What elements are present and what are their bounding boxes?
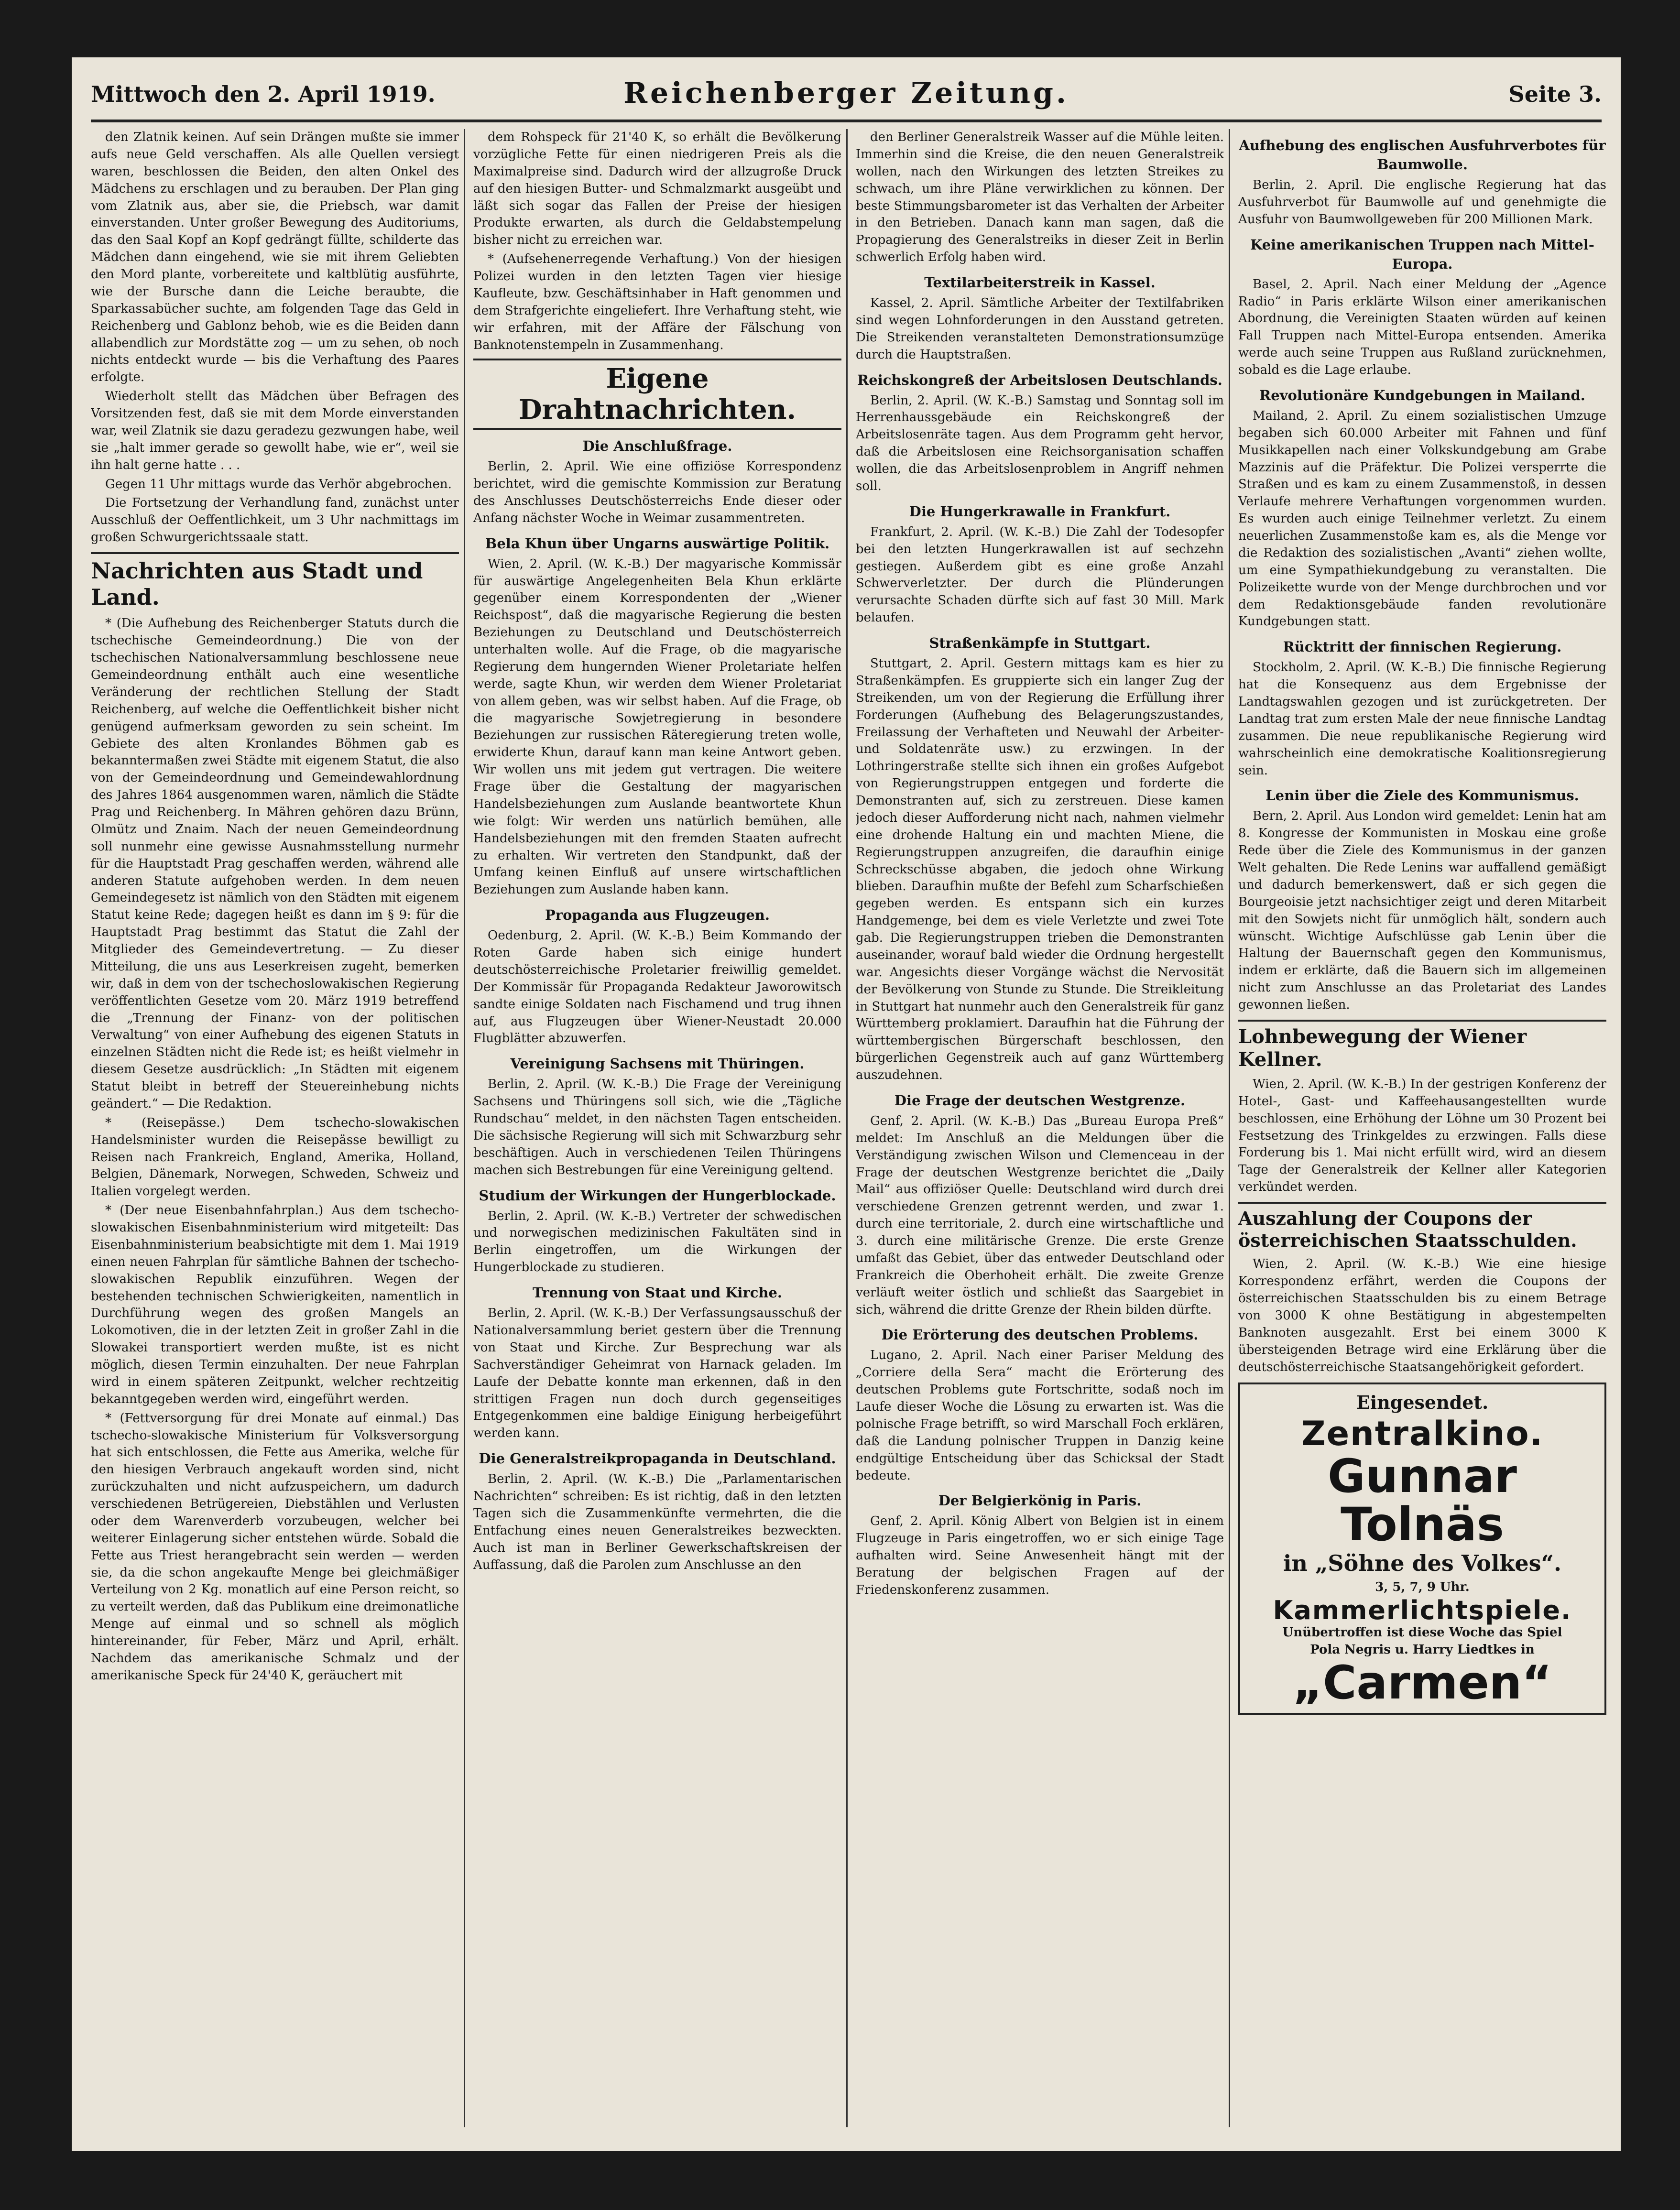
article-paragraph: den Zlatnik keinen. Auf sein Drängen mußte sie immer aufs neue Geld verschaffen. Als alle Quellen versiegt waren, beschlossen die Beiden, den alten Onkel des Mädchens zu erschlagen und zu berauben. Der Plan ging vom Zlatnik aus, aber sie, die Priebsch, war damit einverstanden. Unter großer Bewegung des Auditoriums, das den Saal Kopf an Kopf gedrängt füllte, schilderte das Mädchen dann eingehend, wie sie mit ihrem Geliebten den Mord plante, vorbereitete und kaltblütig ausführte, wie der Bursche dann die Leiche beraubte, die Sparkassabücher suchte, am folgenden Tage das Geld in Reichenberg und Gablonz behob, wie es die Beiden dann allabendlich zur Mordstätte zog — um zu sehen, ob noch nichts entdeckt wurde — bis die Verhaftung des Paares erfolgte. bbox=[91, 130, 459, 385]
article-paragraph: Wien, 2. April. (W. K.-B.) Wie eine hiesige Korrespondenz erfährt, werden die Coupons der österreichischen Staatsschulden bis zu einem Betrage von 3000 K ohne Bestätigung in abgestempelten Banknoten ausgezahlt. Erst bei einem 3000 K übersteigenden Betrage wird eine Erklärung über die deutschösterreichische Staatsangehörigkeit gefordert. bbox=[1238, 1257, 1606, 1374]
article-heading: Straßenkämpfe in Stuttgart. bbox=[929, 635, 1151, 652]
column-4 bbox=[1238, 129, 1606, 2127]
article-paragraph: Die Fortsetzung der Verhandlung fand, zunächst unter Ausschluß der Oeffentlichkeit, um 3 Uhr nachmittags im großen Schwurgerichtssaale statt. bbox=[91, 496, 459, 545]
article-heading: Propaganda aus Flugzeugen. bbox=[545, 907, 770, 924]
article-paragraph: * (Aufsehenerregende Verhaftung.) Von der hiesigen Polizei wurden in den letzten Tagen vier hiesige Kaufleute, bzw. Geschäftsinhaber in Haft genommen und dem Strafgerichte eingeliefert. Ihre Verhaftung steht, wie wir erfahren, mit der Affäre der Fälschung von Banknotenstempeln in Zusammenhang. bbox=[473, 252, 841, 352]
article-paragraph: * (Fettversorgung für drei Monate auf einmal.) Das tschecho-slowakische Ministerium für Volksversorgung hat sich entschlossen, die Fette aus Amerika, welche für den hiesigen Verbrauch angekauft worden sind, nicht zurückzuhalten und nicht aufzuspeichern, um dadurch verschiedenen Betrügereien, Diebstählen und Verlusten oder dem Warenverderb vorzubeugen, welcher bei weiterer Einlagerung sicher entstehen würde. Sobald die Fette aus Triest herangebracht sein werden — werden sie, da die schon angekaufte Menge bei gleichmäßiger Verteilung von 2 Kg. monatlich auf eine Person reicht, so zu verteilt werden, daß das Publikum eine dreimonatliche Menge auf einmal und so schnell als möglich hintereinander, für Feber, März und April, erhält. Nachdem das amerikanische Schmalz und der amerikanische Speck für 24'40 K, geräuchert mit bbox=[91, 1411, 459, 1683]
article-paragraph: Basel, 2. April. Nach einer Meldung der „Agence Radio“ in Paris erklärte Wilson einer amerikanischen Abordnung, die Vereinigten Staaten würden auf keinen Fall Truppen nach Mittel-Europa entsenden. Amerika werde auch seine Truppen aus Rußland zurücknehmen, sobald es die Lage erlaube. bbox=[1238, 277, 1606, 378]
article-heading: Der Belgierkönig in Paris. bbox=[938, 1492, 1142, 1509]
article-heading: Revolutionäre Kundgebungen in Mailand. bbox=[1259, 387, 1585, 403]
article-paragraph: Berlin, 2. April. Wie eine offiziöse Korrespondenz berichtet, wird die gemischte Kommission zur Beratung des Anschlusses Deutschösterreichs Ende dieser oder Anfang nächster Woche in Weimar zusammentreten. bbox=[473, 459, 841, 525]
ad-label: Eingesendet. bbox=[1356, 1392, 1489, 1414]
column-3 bbox=[856, 129, 1224, 2127]
article-heading: Keine amerikanischen Truppen nach Mittel-Europa. bbox=[1250, 236, 1594, 272]
ad-actor-name: Gunnar Tolnäs bbox=[1328, 1449, 1517, 1551]
page-number: Seite 3. bbox=[1508, 81, 1602, 107]
column-1 bbox=[91, 129, 459, 2127]
article-paragraph: Kassel, 2. April. Sämtliche Arbeiter der Textilfabriken sind wegen Lohnforderungen in den Ausstand getreten. Die Streikenden veranstalteten Demonstrationsumzüge durch die Hauptstraßen. bbox=[856, 296, 1224, 362]
article-paragraph: Stockholm, 2. April. (W. K.-B.) Die finnische Regierung hat die Konsequenz aus dem Ergebnisse der Landtagswahlen gezogen und ist zurückgetreten. Der Landtag trat zum ersten Male der neue finnische Landtag zusammen. Die neue republikanische Regierung wird wahrscheinlich eine demokratische Koalitionsregierung sein. bbox=[1238, 660, 1606, 778]
article-paragraph: Genf, 2. April. König Albert von Belgien ist in einem Flugzeuge in Paris eingetroffen, wo er sich einige Tage aufhalten wird. Seine Anwesenheit hängt mit der Beratung der belgischen Fragen auf der Friedenskonferenz zusammen. bbox=[856, 1514, 1224, 1597]
article-paragraph: Lugano, 2. April. Nach einer Pariser Meldung des „Corriere della Sera“ macht die Erörterung des deutschen Problems gute Fortschritte, sodaß noch im Laufe dieser Woche die Lösung zu erwarten ist. Was die polnische Frage betrifft, so wird Marschall Foch erklären, daß die Landung polnischer Truppen in Danzig keine endgültige Entscheidung über das Schicksal der Stadt bedeute. bbox=[856, 1348, 1224, 1483]
article-paragraph: Wien, 2. April. (W. K.-B.) In der gestrigen Konferenz der Hotel-, Gast- und Kaffeehausangestellten wurde beschlossen, eine Erhöhung der Löhne um 30 Prozent bei Festsetzung des Trinkgeldes zu erzwingen. Falls diese Forderung bis 1. Mai nicht erfüllt wird, wird an diesem Tage der Generalstreik der Kellner aller Kategorien verkündet werden. bbox=[1238, 1077, 1606, 1195]
article-paragraph: Gegen 11 Uhr mittags wurde das Verhör abgebrochen. bbox=[105, 477, 452, 491]
ad-text: Unübertroffen ist diese Woche das Spiel bbox=[1282, 1625, 1562, 1640]
article-paragraph: Wiederholt stellt das Mädchen über Befragen des Vorsitzenden fest, daß sie mit dem Morde einverstanden war, weil Zlatnik sie dazu geradezu gezwungen habe, weil sie „halt immer gerade so gewollt habe, wie er“, weil sie ihn halt gerne hatte . . . bbox=[91, 389, 459, 472]
article-heading: Die Frage der deutschen Westgrenze. bbox=[894, 1092, 1186, 1109]
ad-text: Pola Negris u. Harry Liedtkes in bbox=[1310, 1643, 1535, 1657]
article-heading: Die Anschlußfrage. bbox=[582, 438, 732, 455]
section-heading: Eigene Drahtnachrichten. bbox=[473, 359, 841, 430]
article-heading: Aufhebung des englischen Ausfuhrverbotes für Baumwolle. bbox=[1239, 137, 1606, 173]
article-heading: Rücktritt der finnischen Regierung. bbox=[1283, 639, 1562, 655]
article-paragraph: den Berliner Generalstreik Wasser auf die Mühle leiten. Immerhin sind die Kreise, die den neuen Generalstreik wollen, nach den Wirkungen des letzten Streikes zu schwach, um ihre Pläne verwirklichen zu können. Der beste Stimmungsbarometer ist das Verhalten der Arbeiter in den Betrieben. Danach kann man sagen, daß die Propagierung des Generalstreiks in dieser Zeit in Berlin schwerlich Erfolg haben wird. bbox=[856, 130, 1224, 265]
article-paragraph: Berlin, 2. April. (W. K.-B.) Samstag und Sonntag soll im Herrenhaussgebäude ein Reichskongreß der Arbeitslosenräte tagen. Aus dem Programm geht hervor, daß die Arbeitslosen eine Reichsorganisation schaffen wollen, die das Arbeitslosenproblem in Angriff nehmen soll. bbox=[856, 393, 1224, 493]
section-heading: Nachrichten aus Stadt und Land. bbox=[91, 552, 459, 610]
article-paragraph: * (Die Aufhebung des Reichenberger Statuts durch die tschechische Gemeindeordnung.) Die von der tschechischen Nationalversammlung beschlossene neue Gemeindeordnung enthält auch eine wesentliche Veränderung der rechtlichen Stellung der Stadt Reichenberg, auf welche die Oeffentlichkeit bisher nicht genügend aufmerksam geworden zu sein scheint. Im Gebiete des alten Kronlandes Böhmen gab es bekanntermaßen zwei Städte mit eigenem Statut, die also von der Gemeindeordnung und Gemeindewahlordnung des Jahres 1864 ausgenommen waren, nämlich die Städte Prag und Reichenberg. In Mähren gehören dazu Brünn, Olmütz und Znaim. Nach der neuen Gemeindeordnung soll nunmehr eine gewisse Ausnahmsstellung nurmehr für die Hauptstadt Prag geschaffen werden, während alle anderen Statute aufgehoben werden. In dem neuen Gemeindegesetz ist nämlich von den Städten mit eigenem Statut keine Rede; dagegen heißt es dann im § 9: für die Hauptstadt Prag bestimmt das Statut die Zahl der Mitglieder des Gemeindevertretung. — Zu dieser Mitteilung, die uns aus Leserkreisen zugeht, bemerken wir, daß in dem von der tschechoslowakischen Regierung veröffentlichten Gesetze vom 20. März 1919 betreffend die „Trennung der Finanz- von der politischen Verwaltung“ von einer Aufhebung des eigenen Statuts in einzelnen Städten nicht die Rede ist; es heißt vielmehr in diesem Gesetze ausdrücklich: „In Städten mit eigenem Statut bleibt in betreff der Steuereinhebung nichts geändert.“ — Die Redaktion. bbox=[91, 616, 459, 1111]
cinema-advertisement bbox=[1238, 1383, 1606, 1714]
article-paragraph: Stuttgart, 2. April. Gestern mittags kam es hier zu Straßenkämpfen. Es gruppierte sich ein langer Zug der Streikenden, um von der Regierung die Erfüllung ihrer Forderungen (Aufhebung des Belagerungszustandes, Freilassung der Verhafteten und Neuwahl der Arbeiter- und Soldatenräte usw.) zu erzwingen. In der Lothringerstraße stellte sich ihnen ein großes Aufgebot von Regierungstruppen entgegen und forderte die Demonstranten auf, sich zu zerstreuen. Diese kamen jedoch dieser Aufforderung nicht nach, nahmen vielmehr eine drohende Haltung ein und machten Miene, die Regierungstruppen anzugreifen, die daraufhin einige Schreckschüsse abgaben, die jedoch ohne Wirkung blieben. Daraufhin mußte der Befehl zum Scharfschießen gegeben werden. Es entspann sich ein kurzes Handgemenge, bei dem es viele Verletzte und zwei Tote gab. Die Regierungstruppen trieben die Demonstranten auseinander, worauf bald wieder die Ordnung hergestellt war. Angesichts dieser Vorgänge wächst die Nervosität der Bevölkerung von Stunde zu Stunde. Die Streikleitung in Stuttgart hat nunmehr auch den Generalstreik für ganz Württemberg proklamiert. Daraufhin hat die Führung der württembergischen Bürgerschaft beschlossen, den bürgerlichen Gegenstreik auch auf ganz Württemberg auszudehnen. bbox=[856, 656, 1224, 1083]
article-paragraph: Oedenburg, 2. April. (W. K.-B.) Beim Kommando der Roten Garde haben sich einige hundert deutschösterreichische Proletarier freiwillig gemeldet. Der Kommissär für Propaganda Redakteur Jaworowitsch sandte einige Soldaten nach Fischamend und trug ihnen auf, aus Flugzeugen über Wiener-Neustadt 20.000 Flugblätter abzuwerfen. bbox=[473, 928, 841, 1046]
newspaper-title: Reichenberger Zeitung. bbox=[623, 76, 1069, 110]
column-divider bbox=[846, 129, 848, 2127]
article-heading: Reichskongreß der Arbeitslosen Deutschlands. bbox=[857, 371, 1222, 388]
section-heading: Lohnbewegung der Wiener Kellner. bbox=[1238, 1020, 1606, 1071]
article-heading: Lenin über die Ziele des Kommunismus. bbox=[1265, 787, 1579, 804]
ad-cinema-name: Kammerlichtspiele. bbox=[1273, 1595, 1572, 1625]
article-paragraph: dem Rohspeck für 21'40 K, so erhält die Bevölkerung vorzügliche Fette für einen niedrigeren Preis als die Maximalpreise sind. Dadurch wird der allzugroße Druck auf den hiesigen Butter- und Schmalzmarkt ausgeübt und läßt sich sogar das Fallen der Preise der hiesigen Produkte erwarten, als durch die Geldabstempelung bisher nicht zu erreichen war. bbox=[473, 130, 841, 248]
article-paragraph: Berlin, 2. April. (W. K.-B.) Der Verfassungsausschuß der Nationalversammlung beriet gestern über die Trennung von Staat und Kirche. Zur Besprechung war als Sachverständiger Geheimrat von Harnack geladen. Im Laufe der Debatte konnte man erkennen, daß in den strittigen Fragen nun doch durch gegenseitiges Entgegenkommen eine baldige Einigung herbeigeführt werden kann. bbox=[473, 1306, 841, 1441]
article-heading: Trennung von Staat und Kirche. bbox=[532, 1285, 783, 1301]
article-paragraph: * (Reisepässe.) Dem tschecho-slowakischen Handelsminister wurden die Reisepässe bewilligt zu Reisen nach Frankreich, England, Amerika, Holland, Belgien, Dänemark, Norwegen, Schweden, Schweiz und Italien vorgelegt werden. bbox=[91, 1115, 459, 1199]
column-2 bbox=[473, 129, 841, 2127]
article-paragraph: Berlin, 2. April. Die englische Regierung hat das Ausfuhrverbot für Baumwolle auf und genehmigte die Ausfuhr von Baumwollgeweben für 200 Millionen Mark. bbox=[1238, 178, 1606, 227]
ad-film-title: in „Söhne des Volkes“. bbox=[1283, 1550, 1561, 1577]
article-heading: Die Generalstreikpropaganda in Deutschland. bbox=[479, 1450, 836, 1467]
article-paragraph: Berlin, 2. April. (W. K.-B.) Vertreter der schwedischen und norwegischen medizinischen Fakultäten sind in Berlin eingetroffen, um die Wirkungen der Hungerblockade zu studieren. bbox=[473, 1208, 841, 1275]
page-header bbox=[91, 76, 1602, 122]
header-date: Mittwoch den 2. April 1919. bbox=[91, 81, 436, 107]
section-heading: Auszahlung der Coupons der österreichischen Staatsschulden. bbox=[1238, 1202, 1606, 1251]
article-paragraph: Wien, 2. April. (W. K.-B.) Der magyarische Kommissär für auswärtige Angelegenheiten Bela Khun erklärte gegenüber einem Korrespondenten der „Wiener Reichspost“, daß die magyarische Regierung die besten Beziehungen zu Deutschland und Deutschösterreich unterhalten wolle. Auf die Frage, ob die magyarische Regierung dem hungernden Wiener Proletariate helfen werde, sagte Khun, wir werden dem Wiener Proletariat von allem geben, was wir selbst haben. Auf die Frage, ob die magyarische Sowjetregierung in besondere Beziehungen zur russischen Räteregierung treten wolle, erwiderte Khun, darauf kann man keine Antwort geben. Wir wollen uns mit jedem gut vertragen. Die weitere Frage über die Gestaltung der magyarischen Handelsbeziehungen zum Auslande beantwortete Khun wie folgt: Wir werden uns natürlich bemühen, alle Handelsbeziehungen mit den fremden Staaten aufrecht zu erhalten. Wir vertreten den Standpunkt, daß der Umfang keinen Einfluß auf unsere wirtschaftlichen Beziehungen zum Auslande haben kann. bbox=[473, 556, 841, 897]
article-heading: Bela Khun über Ungarns auswärtige Politik. bbox=[485, 535, 830, 552]
article-heading: Vereinigung Sachsens mit Thüringen. bbox=[510, 1056, 805, 1072]
article-paragraph: Mailand, 2. April. Zu einem sozialistischen Umzuge begaben sich 60.000 Arbeiter mit Fahnen und fünf Musikkapellen nach einer Volkskundgebung am Grabe Mazzinis auf die Präfektur. Die Polizei versperrte die Straßen und es kam zu einem Zusammenstoß, in dessen Verlaufe mehrere Verhaftungen vorgenommen wurden. Es wurden auch einige Teilnehmer verletzt. Zu einem neuerlichen Zusammenstoße kam es, als die Menge vor die Redaktion des sozialistischen „Avanti“ ziehen wollte, um eine Sympathiekundgebung zu veranstalten. Die Polizeikette wurde von der Menge durchbrochen und vor dem Redaktionsgebäude fanden revolutionäre Kundgebungen statt. bbox=[1238, 408, 1606, 629]
ad-showtimes: 3, 5, 7, 9 Uhr. bbox=[1375, 1579, 1470, 1594]
article-paragraph: Berlin, 2. April. (W. K.-B.) Die Frage der Vereinigung Sachsens und Thüringens soll sich, wie die „Tägliche Rundschau“ meldet, in den nächsten Tagen entscheiden. Die sächsische Regierung will sich mit Schwarzburg sehr beschäftigen. Auch in verschiedenen Teilen Thüringens machen sich Bestrebungen für eine Vereinigung geltend. bbox=[473, 1077, 841, 1177]
article-paragraph: Genf, 2. April. (W. K.-B.) Das „Bureau Europa Preß“ meldet: Im Anschluß an die Meldungen über die Verständigung zwischen Wilson und Clemenceau in der Frage der deutschen Westgrenze berichtet die „Daily Mail“ aus offiziöser Quelle: Deutschland wird durch drei verschiedene Grenzen getrennt werden, und zwar 1. durch eine territoriale, 2. durch eine wirtschaftliche und 3. durch eine militärische Grenze. Die erste Grenze umfaßt das Gebiet, über das entweder Deutschland oder Frankreich die Oberhoheit erhält. Die zweite Grenze verläuft weiter östlich und schließt das Saargebiet in sich, während die dritte Grenze der Rhein bilden dürfte. bbox=[856, 1113, 1224, 1317]
article-paragraph: Berlin, 2. April. (W. K.-B.) Die „Parlamentarischen Nachrichten“ schreiben: Es ist richtig, daß in den letzten Tagen sich die Zusammenkünfte vermehrten, die die Entfachung eines neuen Generalstreikes bezweckten. Auch ist man in Berliner Gewerkschaftskreisen der Auffassung, daß die Parolen zum Anschlusse an den bbox=[473, 1472, 841, 1572]
ad-cinema-name: Zentralkino. bbox=[1301, 1414, 1544, 1453]
article-heading: Studium der Wirkungen der Hungerblockade. bbox=[479, 1187, 836, 1204]
article-paragraph: Frankfurt, 2. April. (W. K.-B.) Die Zahl der Todesopfer bei den letzten Hungerkrawallen ist auf sechzehn gestiegen. Außerdem gibt es eine große Anzahl Schwerverletzter. Der durch die Plünderungen verursachte Schaden dürfte sich auf fast 30 Mill. Mark belaufen. bbox=[856, 524, 1224, 625]
newspaper-page bbox=[72, 57, 1621, 2151]
column-divider bbox=[1229, 129, 1230, 2127]
article-heading: Die Hungerkrawalle in Frankfurt. bbox=[909, 503, 1171, 520]
article-heading: Textilarbeiterstreik in Kassel. bbox=[924, 274, 1156, 291]
article-paragraph: * (Der neue Eisenbahnfahrplan.) Aus dem tschecho-slowakischen Eisenbahnministerium wird mitgeteilt: Das Eisenbahnministerium beabsichtigte mit dem 1. Mai 1919 einen neuen Fahrplan für sämtliche Bahnen der tschecho-slowakischen Republik einzuführen. Wegen der bestehenden technischen Schwierigkeiten, namentlich in Durchführung wegen des großen Mangels an Lokomotiven, die in der letzten Zeit in großer Zahl in die Slowakei transportiert werden mußte, ist es nicht möglich, diesen Termin einzuhalten. Der neue Fahrplan wird in einem späteren Zeitpunkt, welcher rechtzeitig bekanntgegeben werden wird, eingeführt werden. bbox=[91, 1203, 459, 1406]
column-divider bbox=[464, 129, 465, 2127]
ad-film-title: „Carmen“ bbox=[1292, 1655, 1552, 1709]
article-paragraph: Bern, 2. April. Aus London wird gemeldet: Lenin hat am 8. Kongresse der Kommunisten in Moskau eine große Rede über die Ziele des Kommunismus in der ganzen Welt gehalten. Die Rede Lenins war auffallend gemäßigt und dadurch bemerkenswert, daß er sich gegen die Bourgeoisie jetzt nachsichtiger zeigt und deren Mitarbeit mit den Sowjets nicht für unmöglich hält, sondern auch wünscht. Wichtige Aufschlüsse gab Lenin über die Haltung der Bauernschaft gegen den Kommunismus, indem er erklärte, daß die Bauern sich im allgemeinen nicht zum Anschlusse an das Proletariat des Landes gewonnen ließen. bbox=[1238, 809, 1606, 1012]
article-heading: Die Erörterung des deutschen Problems. bbox=[881, 1327, 1199, 1343]
